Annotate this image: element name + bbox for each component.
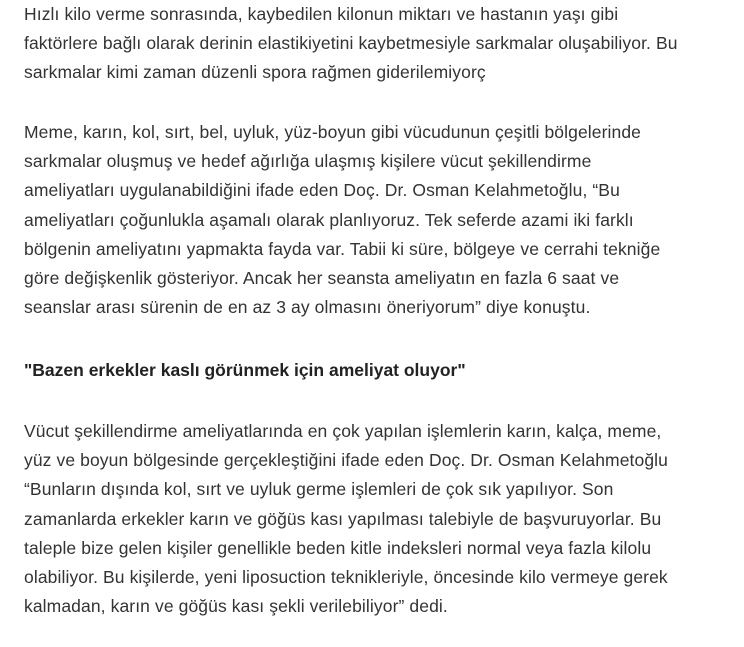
paragraph-line: bölgenin ameliyatını yapmakta fayda var. Tabii ki süre, bölgeye ve cerrahi tekniğe bbox=[24, 238, 661, 259]
paragraph-line: olabiliyor. Bu kişilerde, yeni liposuction teknikleriyle, öncesinde kilo vermeye gerek bbox=[24, 566, 668, 587]
paragraph-line: yüz ve boyun bölgesinde gerçekleştiğini ifade eden Doç. Dr. Osman Kelahmetoğlu bbox=[24, 450, 669, 471]
paragraph-procedures-quote bbox=[24, 417, 668, 621]
paragraph-line: Vücut şekillendirme ameliyatlarında en çok yapılan işlemlerin karın, kalça, meme, bbox=[24, 421, 662, 441]
paragraph-line: seanslar arası sürenin de en az 3 ay olmasını öneriyorum” diye konuştu. bbox=[24, 297, 591, 318]
paragraph-line: “Bunların dışında kol, sırt ve uyluk germe işlemleri de çok sık yapılıyor. Son bbox=[24, 479, 614, 500]
paragraph-line: faktörlere bağlı olarak derinin elastikiyetini kaybetmesiyle sarkmalar oluşabiliyor. Bu bbox=[24, 33, 678, 54]
paragraph-line: sarkmalar kimi zaman düzenli spora rağmen giderilemiyorç bbox=[24, 62, 486, 83]
paragraph-weight-loss-sagging bbox=[24, 0, 678, 88]
paragraph-line: zamanlarda erkekler karın ve göğüs kası yapılması talebiyle de başvuruyorlar. Bu bbox=[24, 508, 662, 529]
paragraph-line: kalmadan, karın ve göğüs kası şekli verilebiliyor” dedi. bbox=[24, 596, 448, 617]
paragraph-body-contouring-quote bbox=[24, 118, 660, 322]
paragraph-line: Meme, karın, kol, sırt, bel, uyluk, yüz-boyun gibi vücudunun çeşitli bölgelerinde bbox=[24, 122, 642, 142]
paragraph-line: ameliyatları çoğunlukla aşamalı olarak planlıyoruz. Tek seferde azami iki farklı bbox=[24, 209, 634, 230]
paragraph-line: sarkmalar oluşmuş ve hedef ağırlığa ulaşmış kişilere vücut şekillendirme bbox=[24, 151, 592, 172]
section-heading: "Bazen erkekler kaslı görünmek için ameliyat oluyor" bbox=[24, 360, 466, 380]
paragraph-line: ameliyatları uygulanabildiğini ifade eden Doç. Dr. Osman Kelahmetoğlu, “Bu bbox=[24, 180, 620, 201]
paragraph-line: taleple bize gelen kişiler genellikle beden kitle indeksleri normal veya fazla kilolu bbox=[24, 537, 652, 558]
paragraph-line: göre değişkenlik gösteriyor. Ancak her seansta ameliyatın en fazla 6 saat ve bbox=[24, 267, 620, 288]
paragraph-line: Hızlı kilo verme sonrasında, kaybedilen kilonun miktarı ve hastanın yaşı gibi bbox=[24, 4, 619, 24]
